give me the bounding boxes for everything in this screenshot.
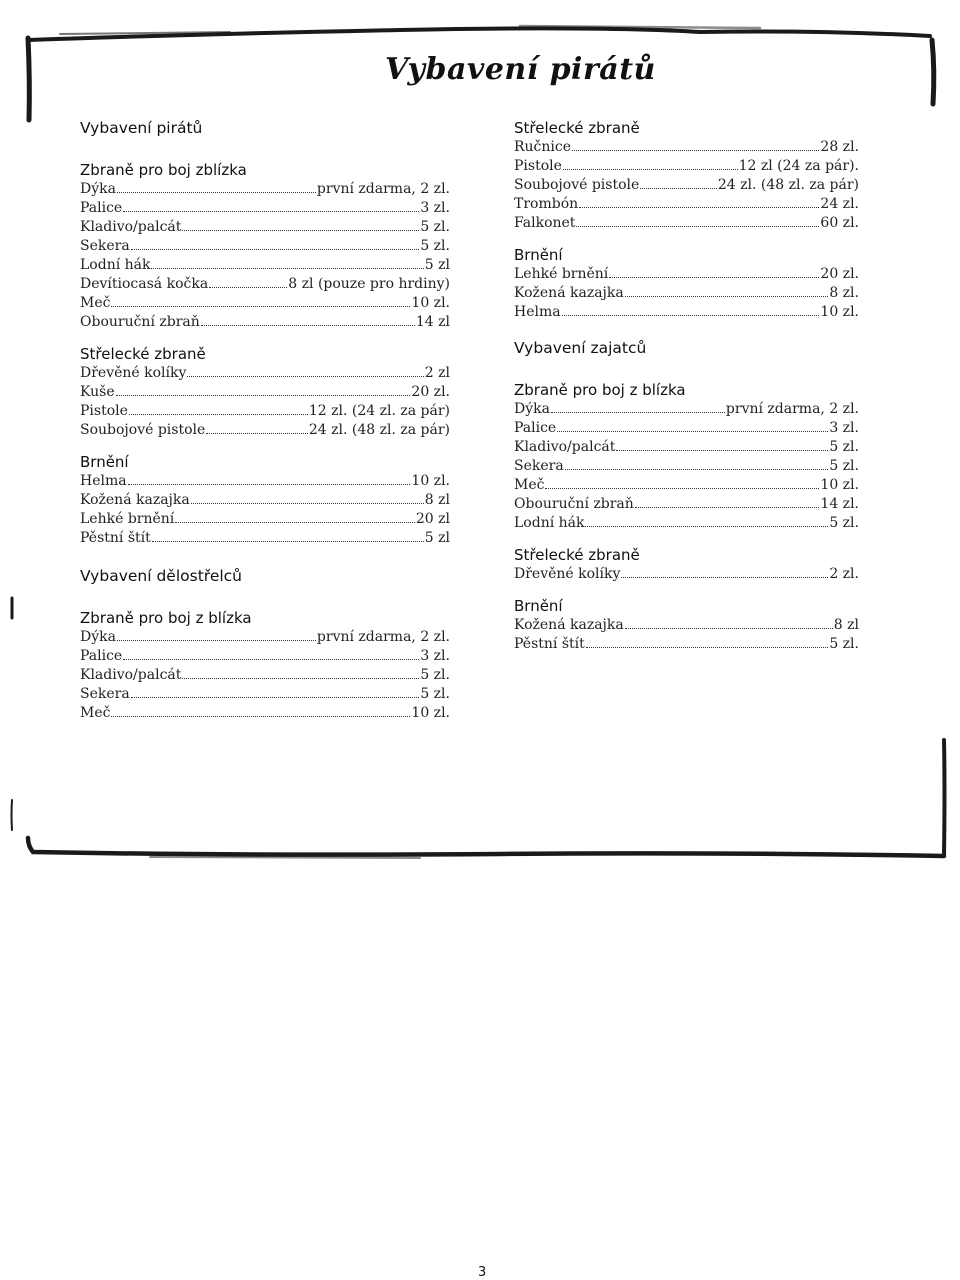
section-heading: Střelecké zbraně [514, 119, 640, 137]
item-name: Kožená kazajka [514, 617, 624, 633]
pirates-ranged-section [80, 344, 450, 440]
price-row [514, 635, 859, 654]
price-row [514, 514, 859, 533]
dot-leader [576, 226, 819, 227]
item-name: Pistole [80, 403, 128, 419]
price-list [514, 565, 859, 584]
price-row [514, 438, 859, 457]
dot-leader [557, 431, 828, 432]
item-name: Devítiocasá kočka [80, 276, 209, 292]
price-row [514, 616, 859, 635]
dot-leader [123, 211, 419, 212]
section-heading: Střelecké zbraně [80, 345, 206, 363]
price-row [80, 256, 450, 275]
price-row [80, 685, 450, 704]
price-row [80, 180, 450, 199]
item-price: 24 zl. (48 zl. za pár) [308, 422, 450, 438]
right-column [514, 118, 859, 664]
price-row [80, 421, 450, 440]
dot-leader [175, 522, 415, 523]
price-row [80, 647, 450, 666]
item-name: Palice [514, 420, 557, 436]
item-price: 5 zl. [420, 686, 450, 702]
item-name: Pěstní štít [80, 530, 151, 546]
item-price: 10 zl. [820, 304, 859, 320]
item-name: Meč [514, 477, 545, 493]
item-price: 3 zl. [829, 420, 859, 436]
item-price: 8 zl. [829, 285, 859, 301]
item-price: 12 zl. (24 zl. za pár) [308, 403, 450, 419]
item-price: 3 zl. [420, 648, 450, 664]
price-row [514, 476, 859, 495]
item-name: Kuše [80, 384, 115, 400]
price-list [514, 616, 859, 654]
price-row [80, 313, 450, 332]
dot-leader [123, 659, 419, 660]
gunners-armor-section [514, 245, 859, 322]
dot-leader [111, 716, 410, 717]
item-name: Dřevěné kolíky [514, 566, 621, 582]
section-heading: Zbraně pro boj z blízka [80, 609, 252, 627]
price-list [80, 628, 450, 723]
gunners-heading: Vybavení dělostřelců [80, 567, 243, 585]
dot-leader [201, 325, 415, 326]
dot-leader [191, 503, 424, 504]
price-row [514, 214, 859, 233]
item-price: 5 zl. [420, 667, 450, 683]
price-row [80, 294, 450, 313]
item-price: 5 zl. [829, 636, 859, 652]
item-name: Lehké brnění [80, 511, 175, 527]
price-row [80, 364, 450, 383]
dot-leader [209, 287, 287, 288]
item-name: Palice [80, 648, 123, 664]
item-name: Sekera [514, 458, 564, 474]
dot-leader [572, 150, 819, 151]
dot-leader [117, 640, 316, 641]
item-name: Dýka [514, 401, 550, 417]
item-name: Ručnice [514, 139, 572, 155]
item-price: 10 zl. [411, 473, 450, 489]
dot-leader [182, 230, 419, 231]
price-list [514, 400, 859, 533]
item-price: 24 zl. (48 zl. za pár) [717, 177, 859, 193]
price-row [80, 510, 450, 529]
item-name: Kladivo/palcát [80, 219, 182, 235]
item-price: 8 zl [833, 617, 859, 633]
item-name: Helma [80, 473, 127, 489]
item-name: Lodní hák [514, 515, 585, 531]
item-price: 60 zl. [820, 215, 859, 231]
dot-leader [545, 488, 819, 489]
item-price: 20 zl [415, 511, 450, 527]
item-price: 20 zl. [820, 266, 859, 282]
page-title: Vybavení pirátů [385, 52, 656, 87]
price-row [80, 383, 450, 402]
price-row [80, 402, 450, 421]
price-row [514, 138, 859, 157]
dot-leader [609, 277, 819, 278]
item-name: Obouruční zbraň [80, 314, 200, 330]
item-name: Dřevěné kolíky [80, 365, 187, 381]
pirates-armor-section [80, 452, 450, 548]
section-heading: Brnění [514, 597, 563, 615]
pirates-heading: Vybavení pirátů [80, 119, 203, 137]
price-row [80, 199, 450, 218]
pirates-melee-section [80, 160, 450, 332]
item-name: Kladivo/palcát [80, 667, 182, 683]
item-name: Palice [80, 200, 123, 216]
item-price: 5 zl. [420, 238, 450, 254]
dot-leader [129, 414, 308, 415]
gunners-melee-section [80, 608, 450, 723]
price-row [514, 195, 859, 214]
item-price: 5 zl [424, 530, 450, 546]
dot-leader [579, 207, 819, 208]
item-price: 5 zl [424, 257, 450, 273]
section-heading: Brnění [514, 246, 563, 264]
dot-leader [151, 268, 423, 269]
dot-leader [640, 188, 717, 189]
item-price: 5 zl. [420, 219, 450, 235]
price-row [80, 275, 450, 294]
dot-leader [635, 507, 820, 508]
price-row [80, 704, 450, 723]
dot-leader [116, 395, 411, 396]
price-row [514, 419, 859, 438]
captives-melee-section [514, 380, 859, 533]
item-name: Lehké brnění [514, 266, 609, 282]
item-price: 5 zl. [829, 458, 859, 474]
item-price: 28 zl. [820, 139, 859, 155]
dot-leader [131, 249, 420, 250]
item-name: Kožená kazajka [514, 285, 624, 301]
gunners-ranged-section [514, 118, 859, 233]
price-row [80, 529, 450, 548]
dot-leader [565, 469, 829, 470]
dot-leader [206, 433, 308, 434]
item-price: 2 zl. [829, 566, 859, 582]
item-name: Dýka [80, 629, 116, 645]
item-price: 14 zl [415, 314, 450, 330]
captives-armor-section [514, 596, 859, 654]
price-row [514, 176, 859, 195]
price-row [514, 565, 859, 584]
item-price: 8 zl (pouze pro hrdiny) [288, 276, 450, 292]
item-name: Pěstní štít [514, 636, 585, 652]
section-heading: Střelecké zbraně [514, 546, 640, 564]
item-price: 20 zl. [411, 384, 450, 400]
item-name: Pistole [514, 158, 562, 174]
dot-leader [585, 526, 828, 527]
item-name: Sekera [80, 686, 130, 702]
item-name: Soubojové pistole [80, 422, 206, 438]
item-name: Trombón [514, 196, 579, 212]
price-row [80, 237, 450, 256]
price-row [80, 628, 450, 647]
price-row [514, 265, 859, 284]
dot-leader [131, 697, 420, 698]
price-row [80, 218, 450, 237]
price-row [514, 495, 859, 514]
dot-leader [117, 192, 316, 193]
dot-leader [563, 169, 738, 170]
item-price: 14 zl. [820, 496, 859, 512]
item-name: Helma [514, 304, 561, 320]
item-name: Sekera [80, 238, 130, 254]
price-row [514, 157, 859, 176]
dot-leader [128, 484, 411, 485]
item-price: 2 zl [424, 365, 450, 381]
item-price: 12 zl (24 za pár). [738, 158, 859, 174]
section-heading: Zbraně pro boj z blízka [514, 381, 686, 399]
price-row [80, 491, 450, 510]
item-price: první zdarma, 2 zl. [725, 401, 859, 417]
item-name: Meč [80, 705, 111, 721]
price-row [514, 457, 859, 476]
price-list [80, 180, 450, 332]
item-price: 8 zl [424, 492, 450, 508]
dot-leader [586, 647, 829, 648]
price-list [80, 472, 450, 548]
price-list [514, 265, 859, 322]
left-column [80, 118, 450, 733]
dot-leader [562, 315, 820, 316]
dot-leader [616, 450, 828, 451]
item-price: 10 zl. [411, 705, 450, 721]
dot-leader [152, 541, 424, 542]
item-price: 10 zl. [820, 477, 859, 493]
dot-leader [621, 577, 828, 578]
dot-leader [625, 296, 829, 297]
item-price: 10 zl. [411, 295, 450, 311]
captives-ranged-section [514, 545, 859, 584]
captives-heading: Vybavení zajatců [514, 339, 647, 357]
price-row [80, 666, 450, 685]
item-price: 5 zl. [829, 515, 859, 531]
dot-leader [187, 376, 423, 377]
item-price: první zdarma, 2 zl. [316, 181, 450, 197]
dot-leader [625, 628, 833, 629]
item-name: Soubojové pistole [514, 177, 640, 193]
item-price: 5 zl. [829, 439, 859, 455]
item-price: první zdarma, 2 zl. [316, 629, 450, 645]
price-row [514, 303, 859, 322]
item-name: Falkonet [514, 215, 576, 231]
price-list [514, 138, 859, 233]
item-name: Lodní hák [80, 257, 151, 273]
item-name: Kožená kazajka [80, 492, 190, 508]
dot-leader [551, 412, 725, 413]
price-row [80, 472, 450, 491]
dot-leader [111, 306, 410, 307]
section-heading: Zbraně pro boj zblízka [80, 161, 247, 179]
item-name: Dýka [80, 181, 116, 197]
item-name: Obouruční zbraň [514, 496, 634, 512]
price-row [514, 400, 859, 419]
item-name: Kladivo/palcát [514, 439, 616, 455]
section-heading: Brnění [80, 453, 129, 471]
page-number: 3 [478, 1265, 487, 1280]
price-list [80, 364, 450, 440]
item-price: 3 zl. [420, 200, 450, 216]
dot-leader [182, 678, 419, 679]
item-price: 24 zl. [820, 196, 859, 212]
price-row [514, 284, 859, 303]
item-name: Meč [80, 295, 111, 311]
